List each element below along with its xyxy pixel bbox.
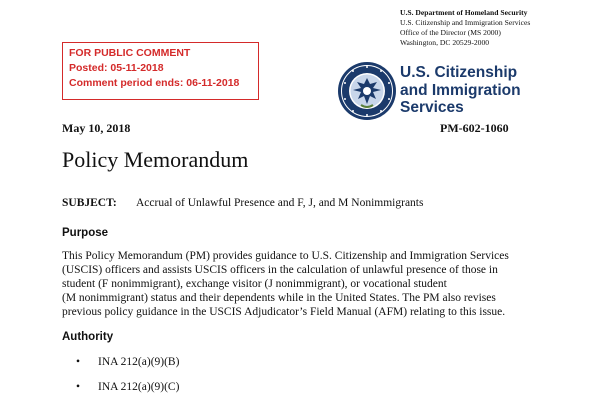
purpose-paragraph [62, 249, 542, 319]
page-title: Policy Memorandum [62, 147, 249, 172]
department-name: U.S. Department of Homeland Security [400, 8, 528, 17]
agency-address-block [400, 8, 600, 48]
public-comment-stamp [62, 42, 259, 100]
stamp-comment-end: Comment period ends: 06-11-2018 [69, 77, 240, 89]
subject-text: Accrual of Unlawful Presence and F, J, and M Nonimmigrants [136, 197, 424, 209]
authority-item-text: INA 212(a)(9)(B) [98, 356, 180, 368]
authority-item [76, 356, 179, 368]
paragraph-line: (M nonimmigrant) status and their dependents while in the United States. The PM also revises [62, 292, 496, 304]
memo-date: May 10, 2018 [62, 121, 131, 135]
paragraph-line: (USCIS) officers and assists USCIS officers in the calculation of unlawful presence of those in [62, 264, 498, 276]
authority-item-text: INA 212(a)(9)(C) [98, 381, 180, 393]
subject-line [62, 197, 423, 209]
paragraph-line: student (F nonimmigrant), exchange visitor (J nonimmigrant), or vocational student [62, 278, 447, 290]
subject-label: SUBJECT: [62, 197, 117, 209]
paragraph-line: This Policy Memorandum (PM) provides guidance to U.S. Citizenship and Immigration Services [62, 250, 509, 262]
agency-name-line: Services [400, 99, 464, 116]
stamp-line: FOR PUBLIC COMMENT [69, 47, 191, 59]
office-address: Washington, DC 20529-2000 [400, 38, 490, 47]
stamp-posted-date: Posted: 05-11-2018 [69, 62, 164, 74]
agency-name-line: and Immigration [400, 81, 521, 99]
purpose-heading: Purpose [62, 227, 109, 239]
agency-name-logo [400, 64, 521, 117]
dhs-seal-icon [337, 61, 397, 121]
bullet-icon: • [76, 356, 81, 368]
bullet-icon: • [76, 381, 81, 393]
paragraph-line: previous policy guidance in the USCIS Adjudicator’s Field Manual (AFM) relating to this issue. [62, 306, 506, 318]
authority-heading: Authority [62, 331, 114, 343]
memo-number: PM-602-1060 [440, 121, 509, 135]
agency-name-line: U.S. Citizenship [400, 64, 518, 81]
office-line: U.S. Citizenship and Immigration Services [400, 18, 531, 27]
authority-item [76, 381, 179, 393]
office-line: Office of the Director (MS 2000) [400, 28, 501, 37]
